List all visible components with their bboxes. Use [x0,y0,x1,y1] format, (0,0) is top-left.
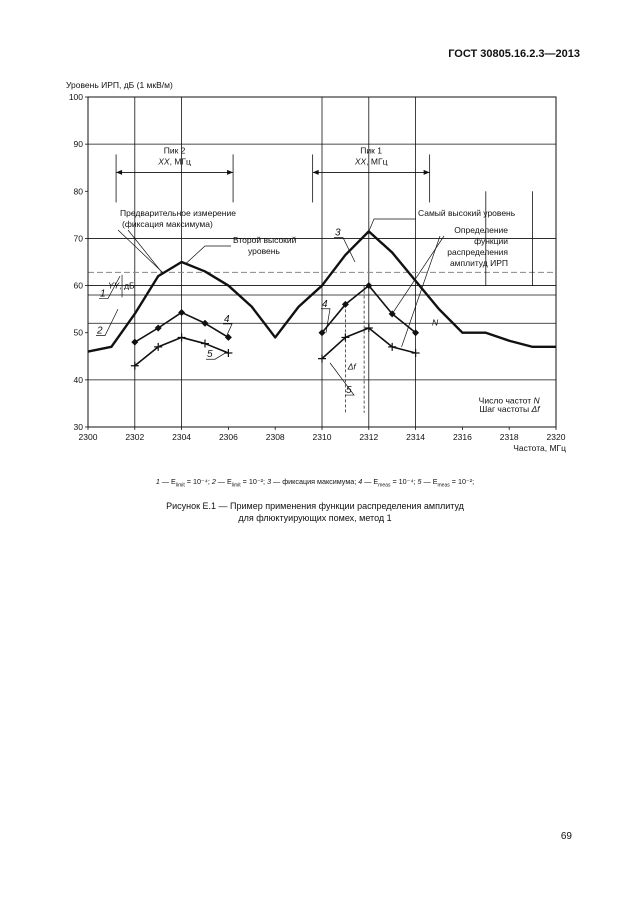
leader-second-high [185,246,231,264]
legend-text: — E [421,477,438,486]
curve-label: 5 [207,349,213,361]
curve-legend [0,477,630,488]
curve-label: 4 [322,298,328,310]
legend-number: 2 [211,477,216,486]
legend-value: = 10⁻⁴; [184,477,212,486]
legend-text: — фиксация максимума; [271,477,359,486]
caption-line-2: для флюктуирующих помех, метод 1 [238,513,392,523]
x-tick-label: 2318 [499,432,519,442]
x-tick-label: 2302 [125,432,145,442]
y-tick-label: 80 [73,186,83,197]
y-tick-label: 40 [73,374,83,385]
point-diamond [225,334,232,341]
annot-apd-3: распределения [447,247,508,257]
y-tick-label: 90 [73,139,83,150]
caption-line-1: Рисунок Е.1 — Пример применения функции распределения амплитуд [166,501,464,511]
legend-text: — E [215,477,232,486]
legend-value: = 10⁻²; [449,477,475,486]
legend-number: 5 [417,477,422,486]
y-tick-label: 30 [73,422,83,432]
legend-text: — E [159,477,176,486]
annot-apd: Определение [454,225,508,235]
x-tick-label: 2314 [406,432,426,442]
chart-text [66,80,566,453]
legend-value: = 10⁻⁴; [390,477,418,486]
chart-annotations [96,154,444,412]
legend-subscript: meas [437,482,450,489]
y-axis-title: Уровень ИРП, дБ (1 мкВ/м) [66,80,173,90]
x-tick-label: 2310 [312,432,332,442]
legend-subscript: meas [378,482,391,489]
annot-prelim: Предварительное измерение [120,208,236,218]
y-tick-label: 50 [73,327,83,338]
leader-prelim-2 [118,230,164,274]
y-tick-label: 70 [73,233,83,244]
leader-highest [369,219,416,231]
peak-freq-label: XX, МГц [354,156,388,167]
peak-label: Пик 2 [163,145,186,156]
curve-label: 4 [224,313,230,325]
point-plus [201,340,209,348]
x-tick-label: 2316 [452,432,472,442]
legend-number: 3 [267,477,272,486]
legend-number: 4 [358,477,363,486]
annot-second-high-2: уровень [248,246,280,256]
legend-number: 1 [155,477,160,486]
x-tick-label: 2308 [265,432,285,442]
point-diamond [202,320,209,327]
y-tick-label: 100 [68,92,83,102]
page-header: ГОСТ 30805.16.2.3—2013 [448,48,580,60]
x-tick-label: 2306 [218,432,238,442]
x-tick-label: 2304 [172,432,192,442]
annot-highest: Самый высокий уровень [418,208,516,218]
peak-label: Пик 1 [360,145,382,156]
legend-subscript: limit [175,482,185,489]
x-tick-label: 2320 [546,432,566,442]
yy-label: YY, дБ [108,280,135,291]
legend-subscript: limit [231,482,241,489]
curve-label: 2 [97,325,103,337]
point-plus [178,333,186,341]
legend-value: = 10⁻²; [240,477,268,486]
annot-prelim-2: (фиксация максимума) [122,219,213,229]
freq-count-label: Число частот N [478,395,540,406]
x-axis-title: Частота, МГц [513,443,566,453]
curve-label: 5 [346,385,352,397]
x-tick-label: 2312 [359,432,379,442]
curve-label: 3 [335,227,341,239]
point-diamond [131,339,138,346]
peak-freq-label: XX, МГц [158,156,191,167]
page-number: 69 [560,831,572,842]
legend-text: — E [362,477,379,486]
freq-step-label: Шаг частоты Δf [479,403,540,414]
figure-caption [0,500,630,524]
y-tick-label: 60 [73,280,83,291]
n-marker-label: N [431,317,439,328]
annot-second-high: Второй высокий [233,235,297,245]
x-tick-label: 2300 [78,432,98,442]
annot-apd-4: амплитуд ИРП [449,258,508,268]
curve-label: 1 [100,288,106,300]
leader-prelim [128,230,163,274]
delta-f-label: Δf [347,361,356,372]
annot-apd-2: функции [474,236,508,246]
point-plus [412,349,420,357]
